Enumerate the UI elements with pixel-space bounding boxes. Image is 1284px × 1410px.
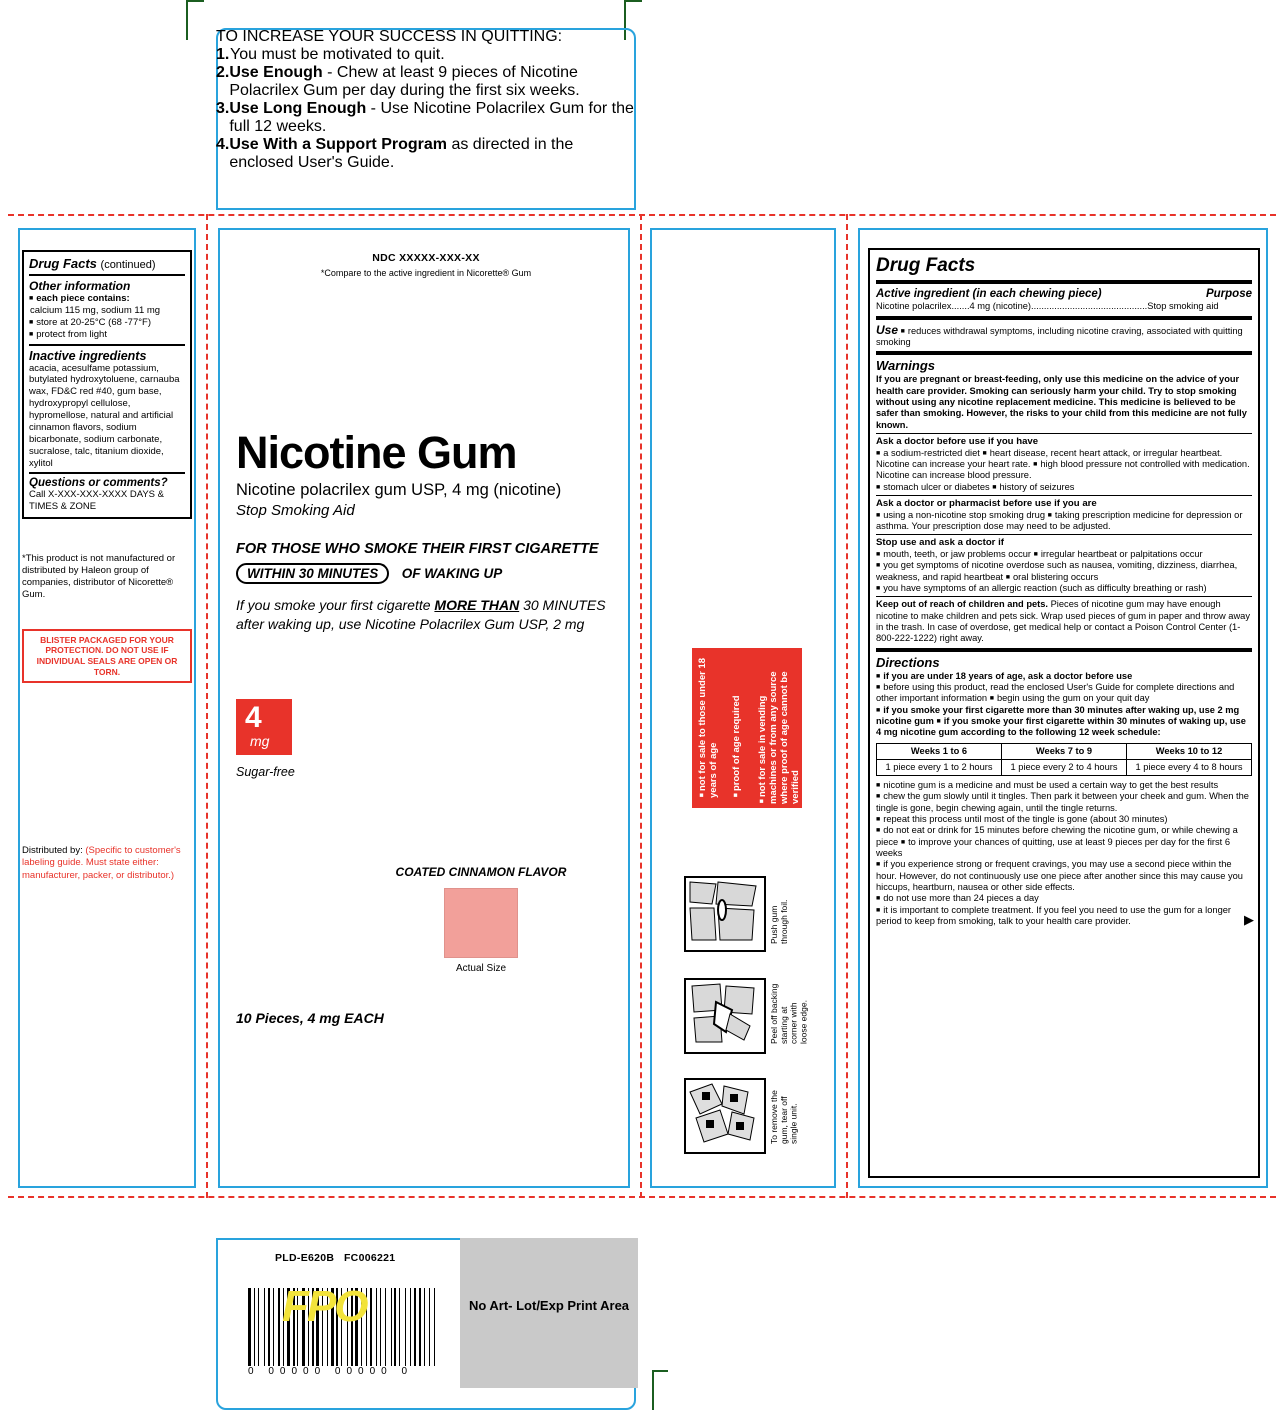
active-ingredient-heading: Active ingredient (in each chewing piece) (876, 288, 1102, 301)
more-than-30-part2: 30 MINUTES after waking up, use Nicotine Polacrilex Gum USP, 2 mg (236, 596, 606, 632)
drug-facts-continued-title: Drug Facts (29, 256, 97, 271)
product-indication: Stop Smoking Aid (236, 501, 355, 519)
pld-code: PLD-E620B (275, 1252, 335, 1264)
other-info-2: ■ protect from light (29, 329, 185, 341)
inactive-ingredients-text: acacia, acesulfame potassium, butylated hydroxytoluene, carnauba wax, FD&C red #40, gum base, hydroxypropyl cellulose, hypromellose, natural and artificial cinnamon flavors, sodium bicarbonate, sodium carbonate, sucralose, talc, titanium dioxide, xylitol (29, 362, 180, 469)
flavor-label: COATED CINNAMON FLAVOR (395, 865, 567, 880)
barcode-digits: 0 00000 00000 0 (248, 1366, 414, 1377)
ask-doctor-3: ■ stomach ulcer or diabetes (876, 482, 990, 492)
ask-pharmacist-title: Ask a doctor or pharmacist before use if you are (876, 497, 1097, 509)
ask-doctor-1: ■ heart disease, recent heart attack, or irregular heartbeat. Nicotine can increase your heart rate. (876, 448, 1222, 469)
distributed-by-block (22, 845, 192, 882)
distributed-by-label: Distributed by: (22, 845, 83, 857)
age-restriction-1: ■ proof of age required (732, 656, 743, 798)
warnings-title: Warnings (876, 358, 935, 374)
stop-use-4: ■ you have symptoms of an allergic reaction (such as difficulty breathing or rash) (876, 583, 1207, 593)
gum-piece-image (444, 888, 518, 958)
quit-success-heading: TO INCREASE YOUR SUCCESS IN QUITTING: (216, 28, 563, 45)
dieline-mark-6 (652, 1370, 668, 1372)
dieline-mark-2 (186, 0, 204, 2)
quit-success-list (216, 46, 636, 172)
product-subtitle: Nicotine polacrilex gum USP, 4 mg (nicotine) (236, 480, 562, 499)
ask-doctor-title: Ask a doctor before use if you have (876, 435, 1039, 447)
illustration-caption-2: To remove the gum, tear off single unit. (769, 1090, 799, 1144)
age-restriction-2: ■ not for sale in vending machines or from any source where proof of age cannot be verified (758, 656, 802, 804)
top-flap-content (216, 28, 636, 212)
stop-use-1: ■ irregular heartbeat or palpitations occur (1034, 549, 1203, 559)
age-restriction-0: ■ not for sale to those under 18 years of age (698, 656, 720, 798)
other-info-1: ■ store at 20-25°C (68 -77°F) (29, 317, 185, 329)
piece-count: 10 Pieces, 4 mg EACH (236, 1010, 384, 1027)
list-text: - Chew at least 9 pieces of Nicotine Polacrilex Gum per day during the first six weeks. (229, 64, 580, 99)
strength-number: 4 (245, 701, 262, 735)
actual-size-caption: Actual Size (455, 963, 507, 975)
list-num: 3. (216, 100, 230, 117)
no-art-label: No Art- Lot/Exp Print Area (468, 1298, 630, 1313)
pld-codes (275, 1252, 395, 1264)
illustration-peel-backing (684, 978, 766, 1054)
table-row (877, 759, 1252, 775)
dieline-left-2 (640, 214, 642, 1198)
directions-0: ■ if you are under 18 years of age, ask a doctor before use (876, 671, 1132, 681)
ask-doctor-0: ■ a sodium-restricted diet (876, 448, 980, 458)
directions2-5: ■ if you experience strong or frequent cravings, you may use a second piece within the hour. However, do not continuously use one piece after another since this may cause you hiccups, heartburn, nausea or other side effects. (876, 859, 1243, 892)
directions-3: ■ if you smoke your first cigarette more than 30 minutes after waking up, use 2 mg nicotine gum (876, 705, 1239, 726)
compare-note: *Compare to the active ingredient in Nicorette® Gum (320, 268, 532, 278)
list-num: 4. (216, 136, 230, 153)
directions-1: ■ before using this product, read the enclosed User's Guide for complete directions and other important information (876, 682, 1234, 703)
for-those-line: FOR THOSE WHO SMOKE THEIR FIRST CIGARETTE (236, 540, 599, 557)
dieline-left-1 (206, 214, 208, 1198)
stop-use-3: ■ oral blistering occurs (1006, 572, 1099, 582)
ask-doctor-2: ■ high blood pressure not controlled with medication. Nicotine can increase blood pressure. (876, 459, 1250, 480)
age-restriction-strip (692, 648, 802, 808)
fpo-stamp: FPO (282, 1282, 367, 1331)
blister-warning-box: BLISTER PACKAGED FOR YOUR PROTECTION. DO NOT USE IF INDIVIDUAL SEALS ARE OPEN OR TORN. (22, 629, 192, 684)
fc-code: FC006221 (343, 1252, 396, 1264)
use-title: Use (876, 322, 899, 337)
keep-out-title: Keep out of reach of children and pets. (876, 599, 1049, 610)
other-information-title: Other information (29, 279, 131, 293)
drug-facts-continued-suffix: (continued) (100, 259, 156, 271)
within-30-badge: WITHIN 30 MINUTES (236, 563, 389, 584)
product-title: Nicotine Gum (236, 426, 517, 478)
dieline-left-3 (846, 214, 848, 1198)
directions2-0: ■ nicotine gum is a medicine and must be used a certain way to get the best results (876, 780, 1218, 790)
ask-pharmacist-0: ■ using a non-nicotine stop smoking drug (876, 510, 1045, 520)
list-text: as directed in the enclosed User's Guide. (229, 136, 574, 171)
keep-out-text: Pieces of nicotine gum may have enough nicotine to make children and pets sick. Wrap used pieces of gum in paper and throw away in the trash. In case of overdose, get medical help or contact a Poison Control Center (1-800-222-1222) right away. (876, 599, 1250, 644)
illustration-push-gum (684, 876, 766, 952)
schedule-cell-0: 1 piece every 1 to 2 hours (877, 759, 1002, 775)
directions-title: Directions (876, 654, 940, 670)
list-bold: Use With a Support Program (229, 136, 447, 153)
distributed-by-text: (Specific to customer's labeling guide. Must state either: manufacturer, packer, or distributor.) (22, 845, 181, 881)
directions2-4: ■ to improve your chances of quitting, use at least 9 pieces per day for the first 6 weeks (876, 837, 1230, 858)
active-ingredient-line: Nicotine polacrilex.......4 mg (nicotine).............................................Stop smoking aid (876, 301, 1219, 312)
other-info-0: calcium 115 mg, sodium 11 mg (30, 304, 161, 316)
list-bold: Use Long Enough (229, 100, 367, 117)
dieline-top (8, 214, 1276, 216)
questions-text: Call X-XXX-XXX-XXXX DAYS & TIMES & ZONE (29, 489, 164, 513)
more-than-30-part1: If you smoke your first cigarette (236, 596, 435, 613)
directions-4: ■ if you smoke your first cigarette within 30 minutes of waking up, use 4 mg nicotine gum according to the following 12 week schedule: (876, 716, 1246, 737)
ask-doctor-4: ■ history of seizures (992, 482, 1074, 492)
schedule-header-1: Weeks 7 to 9 (1002, 743, 1127, 759)
drug-facts-title: Drug Facts (876, 255, 976, 276)
dieline-mark-4 (626, 0, 642, 2)
list-text: You must be motivated to quit. (230, 46, 445, 63)
list-num: 1. (216, 46, 230, 63)
schedule-header-0: Weeks 1 to 6 (877, 743, 1002, 759)
more-than-underline: MORE THAN (434, 596, 520, 613)
dieline-bottom (8, 1196, 1276, 1198)
strength-badge (236, 699, 292, 755)
ask-pharmacist-1: ■ taking prescription medicine for depression or asthma. Your prescription dose may need to be adjusted. (876, 510, 1242, 531)
strength-unit: mg (250, 733, 270, 750)
nicorette-disclaimer: *This product is not manufactured or distributed by Haleon group of companies, distributor of Nicorette® Gum. (22, 553, 176, 600)
continue-arrow-icon: ▶ (1244, 911, 1254, 927)
drug-facts-panel (868, 248, 1260, 1178)
dieline-mark-5 (652, 1370, 654, 1410)
dieline-mark-1 (186, 0, 188, 40)
schedule-header-2: Weeks 10 to 12 (1127, 743, 1252, 759)
stop-use-title: Stop use and ask a doctor if (876, 537, 1004, 549)
directions2-1: ■ chew the gum slowly until it tingles. Then park it between your cheek and gum. When the tingle is gone, begin chewing again, until the tingle returns. (876, 791, 1249, 812)
stop-use-0: ■ mouth, teeth, or jaw problems occur (876, 549, 1031, 559)
questions-title: Questions or comments? (29, 477, 168, 490)
of-waking-up-text: OF WAKING UP (401, 565, 503, 581)
drug-facts-continued-box: Drug Facts (continued) Other information ■ each piece contains: calcium 115 mg, sodium 11 mg ■ store at 20-25°C (68 -77°F) ■ protect from light Inactive ingredients acacia, acesulfame potassium, butylated hydroxytoluene, carnauba wax, FD&C red #40, gum base, hydroxypropyl cellulose, hypromellose, natural and artificial cinnamon flavors, sodium bicarbonate, sodium carbonate, sucralose, talc, titanium dioxide, xylitol Questions or comments? Call X-XXX-XXX-XXXX DAYS & TIMES & ZONE (22, 250, 192, 519)
directions2-2: ■ repeat this process until most of the tingle is gone (about 30 minutes) (876, 814, 1167, 824)
illustration-caption-1: Peel off backing starting at corner with loose edge. (769, 983, 809, 1044)
sugar-free-label: Sugar-free (236, 765, 295, 780)
table-header-row (877, 743, 1252, 759)
list-text: - Use Nicotine Polacrilex Gum for the full 12 weeks. (229, 100, 634, 135)
directions2-3: ■ do not eat or drink for 15 minutes before chewing the nicotine gum, or while chewing a piece (876, 825, 1238, 846)
directions-2: ■ begin using the gum on your quit day (990, 693, 1150, 703)
directions2-6: ■ do not use more than 24 pieces a day (876, 893, 1039, 903)
inactive-ingredients-title: Inactive ingredients (29, 348, 147, 363)
purpose-heading: Purpose (1205, 288, 1252, 301)
list-num: 2. (216, 64, 230, 81)
dosing-schedule-table (876, 743, 1252, 777)
ndc-code: NDC XXXXX-XXX-XX (372, 252, 480, 264)
list-bold: Use Enough (229, 64, 323, 81)
front-panel-content (236, 252, 616, 1026)
schedule-cell-2: 1 piece every 4 to 8 hours (1127, 759, 1252, 775)
use-text: ■ reduces withdrawal symptoms, including nicotine craving, associated with quitting smoking (876, 326, 1243, 348)
directions2-7: ■ it is important to complete treatment. If you feel you need to use the gum for a longer period to keep from smoking, talk to your health care provider. (876, 905, 1231, 926)
schedule-cell-1: 1 piece every 2 to 4 hours (1002, 759, 1127, 775)
left-panel-content (22, 250, 192, 882)
illustration-tear-unit (684, 1078, 766, 1154)
illustration-caption-0: Push gum through foil. (769, 899, 789, 944)
more-than-30-note (236, 596, 616, 634)
pregnancy-warning: If you are pregnant or breast-feeding, only use this medicine on the advice of your health care provider. Smoking can seriously harm your child. Try to stop smoking without using any nicotine replacement medicine. This medicine is believed to be safer than smoking. However, the risks to your child from this medicine are not fully known. (876, 374, 1247, 430)
stop-use-2: ■ you get symptoms of nicotine overdose such as nausea, vomiting, dizziness, diarrhea, weakness, and rapid heartbeat (876, 560, 1237, 581)
